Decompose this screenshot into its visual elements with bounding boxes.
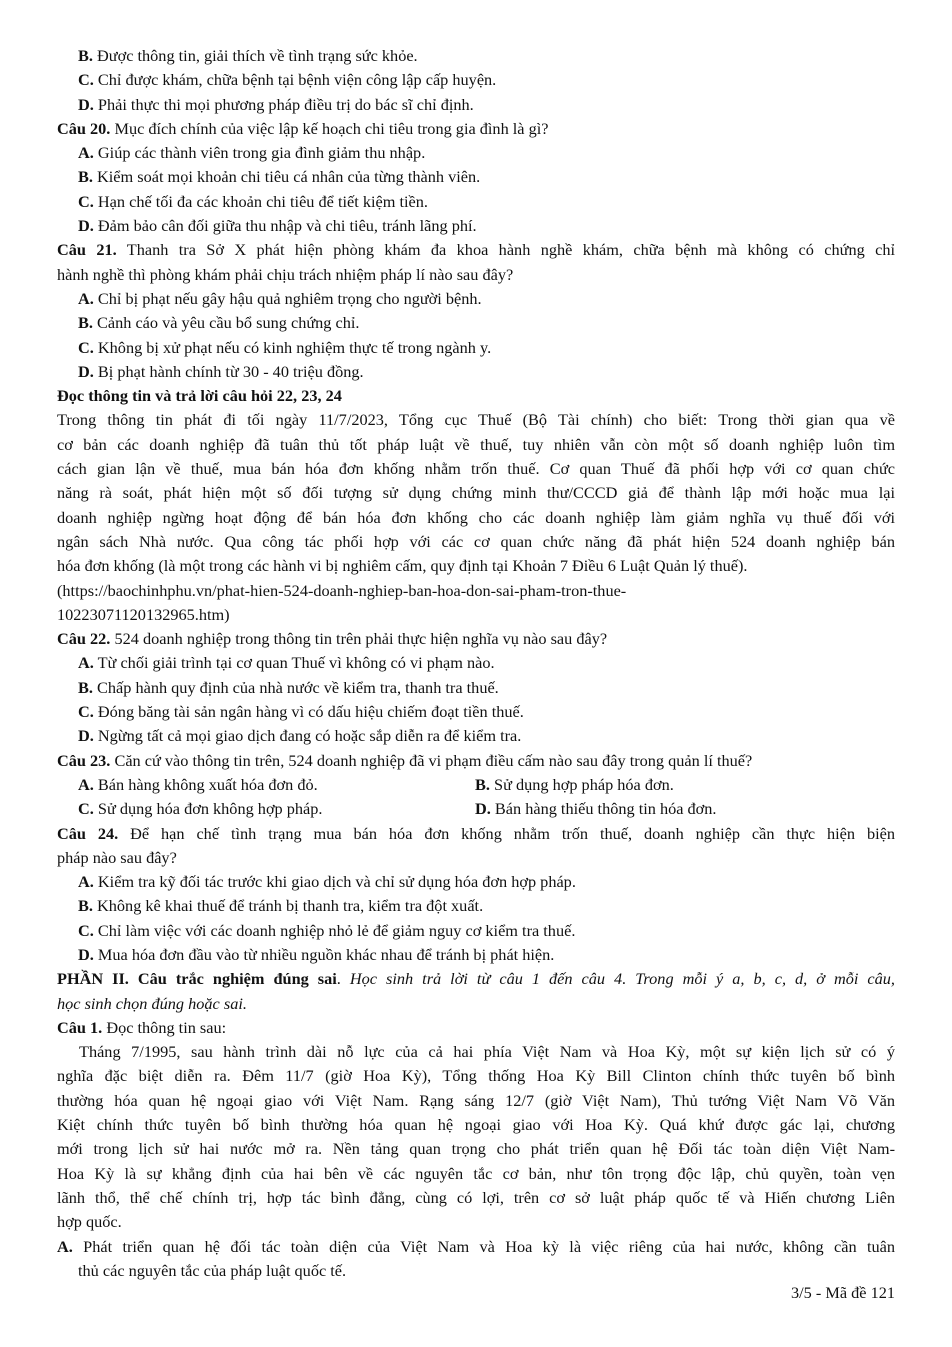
- q22-option-a: A. Từ chối giải trình tại cơ quan Thuế vì không có vi phạm nào.: [78, 653, 495, 673]
- p2-q1-passage-line: hợp quốc.: [57, 1212, 122, 1232]
- page-footer: 3/5 - Mã đề 121: [791, 1283, 895, 1302]
- passage-line: doanh nghiệp ngừng hoạt động để bán hóa đơn khống cho các doanh nghiệp làm giảm nghĩa vụ thuế đối với: [57, 507, 895, 527]
- q24-option-b: B. Không kê khai thuế để tránh bị thanh tra, kiểm tra đột xuất.: [78, 896, 484, 916]
- q19-option-c: C. Chỉ được khám, chữa bệnh tại bệnh viện công lập cấp huyện.: [78, 70, 497, 90]
- q23-option-d: D. Bán hàng thiếu thông tin hóa đơn.: [475, 799, 717, 819]
- q21-stem-line1: Câu 21. Thanh tra Sở X phát hiện phòng khám đa khoa hành nghề khám, chữa bệnh mà không có chứng chỉ: [57, 240, 895, 260]
- q24-option-a: A. Kiểm tra kỹ đối tác trước khi giao dịch và chỉ sử dụng hóa đơn hợp pháp.: [78, 872, 576, 892]
- q22-option-d: D. Ngừng tất cả mọi giao dịch đang có hoặc sắp diễn ra để kiểm tra.: [78, 726, 522, 746]
- p2-q1-passage-line: Tháng 7/1995, sau hành trình dài nỗ lực của cả hai phía Việt Nam và Hoa Kỳ, một sự kiện lịch sử có ý: [79, 1042, 895, 1062]
- p2-q1-passage-line: thường hóa quan hệ ngoại giao với Việt Nam. Rạng sáng 12/7 (giờ Việt Nam), Thủ tướng Việt Nam Võ Văn: [57, 1090, 895, 1110]
- part2-heading: PHẦN II. Câu trắc nghiệm đúng sai. Học sinh trả lời từ câu 1 đến câu 4. Trong mỗi ý a, b, c, d, ở mỗi câu,: [57, 969, 895, 989]
- q23-stem: Câu 23. Căn cứ vào thông tin trên, 524 doanh nghiệp đã vi phạm điều cấm nào sau đây trong quản lí thuế?: [57, 750, 753, 770]
- q22-option-c: C. Đóng băng tài sản ngân hàng vì có dấu hiệu chiếm đoạt tiền thuế.: [78, 702, 524, 722]
- q23-options-row1: [57, 773, 895, 797]
- source-link-line1: (https://baochinhphu.vn/phat-hien-524-doanh-nghiep-ban-hoa-don-sai-pham-tron-thue-: [57, 580, 627, 600]
- q23-option-c: C. Sử dụng hóa đơn không hợp pháp.: [78, 799, 323, 819]
- q24-option-d: D. Mua hóa đơn đầu vào từ nhiều nguồn khác nhau để tránh bị phát hiện.: [78, 944, 555, 964]
- p2-q1-stem: Câu 1. Đọc thông tin sau:: [57, 1017, 227, 1037]
- exam-page: [57, 44, 895, 1283]
- q21-option-a: A. Chỉ bị phạt nếu gây hậu quả nghiêm trọng cho người bệnh.: [78, 288, 482, 308]
- q24-option-c: C. Chỉ làm việc với các doanh nghiệp nhỏ lẻ để giảm nguy cơ kiểm tra thuế.: [78, 920, 576, 940]
- source-link-line2: 10223071120132965.htm): [57, 604, 230, 624]
- q21-option-c: C. Không bị xử phạt nếu có kinh nghiệm thực tế trong ngành y.: [78, 337, 492, 357]
- q19-option-d: D. Phải thực thi mọi phương pháp điều trị do bác sĩ chỉ định.: [78, 94, 474, 114]
- q21-option-b: B. Cảnh cáo và yêu cầu bổ sung chứng chỉ.: [78, 313, 360, 333]
- p2-q1-passage-line: nghĩa đặc biệt diễn ra. Đêm 11/7 (giờ Hoa Kỳ), Tổng thống Hoa Kỳ Bill Clinton chính thức tuyên bố bình: [57, 1066, 895, 1086]
- q20-option-d: D. Đảm bảo cân đối giữa thu nhập và chi tiêu, tránh lãng phí.: [78, 216, 477, 236]
- p2-q1-statement-a: A. Phát triển quan hệ đối tác toàn diện của Việt Nam và Hoa kỳ là việc riêng của hai nước, không cần tuân: [57, 1236, 895, 1256]
- q23-option-b: B. Sử dụng hợp pháp hóa đơn.: [475, 774, 674, 794]
- q20-option-b: B. Kiểm soát mọi khoản chi tiêu cá nhân của từng thành viên.: [78, 167, 481, 187]
- q22-stem: Câu 22. 524 doanh nghiệp trong thông tin trên phải thực hiện nghĩa vụ nào sau đây?: [57, 629, 608, 649]
- q21-stem-line2: hành nghề thì phòng khám phải chịu trách nhiệm pháp lí nào sau đây?: [57, 264, 514, 284]
- p2-q1-passage-line: Kiệt chính thức tuyên bố bình thường hóa quan hệ ngoại giao với Hoa Kỳ. Quá khứ được gác lại, chương: [57, 1115, 895, 1135]
- p2-q1-statement-a-cont: thủ các nguyên tắc của pháp luật quốc tế.: [78, 1260, 347, 1280]
- q24-stem-line2: pháp nào sau đây?: [57, 847, 177, 867]
- q20-option-c: C. Hạn chế tối đa các khoản chi tiêu để tiết kiệm tiền.: [78, 191, 428, 211]
- passage-line: cơ bản các doanh nghiệp đã tuân thủ tốt pháp luật về thuế, tuy nhiên vẫn còn một số doanh nghiệp luôn tìm: [57, 434, 895, 454]
- q24-stem-line1: Câu 24. Để hạn chế tình trạng mua bán hóa đơn khống nhằm trốn thuế, doanh nghiệp cần thực hiện biện: [57, 823, 895, 843]
- passage-line: Trong thông tin phát đi tối ngày 11/7/2023, Tổng cục Thuế (Bộ Tài chính) cho biết: Trong thời gian qua về: [57, 410, 895, 430]
- q20-option-a: A. Giúp các thành viên trong gia đình giảm thu nhập.: [78, 143, 426, 163]
- passage-line: hóa đơn khống (là một trong các hành vi bị nghiêm cấm, quy định tại Khoản 7 Điều 6 Luật Quản lý thuế).: [57, 556, 748, 576]
- q19-option-b: B. Được thông tin, giải thích về tình trạng sức khỏe.: [78, 46, 418, 65]
- p2-q1-passage-line: mới trong lịch sử hai nước mở ra. Nền tảng quan trọng cho phát triển quan hệ Đối tác toàn diện Việt Nam-: [57, 1139, 895, 1159]
- p2-q1-passage-line: Hoa Kỳ là sự khẳng định của hai bên về các nguyên tắc cơ bản, như tôn trọng độc lập, chủ quyền, toàn vẹn: [57, 1163, 895, 1183]
- passage-line: ngân sách Nhà nước. Qua công tác phối hợp với các cơ quan chức năng đã phát hiện 524 doanh nghiệp bán: [57, 531, 895, 551]
- passage-line: năng rà soát, phát hiện một số đối tượng sử dụng chứng minh thư/CCCD giả để thành lập mới hoặc mua lại: [57, 483, 895, 503]
- q20-stem: Câu 20. Mục đích chính của việc lập kế hoạch chi tiêu trong gia đình là gì?: [57, 118, 549, 138]
- passage-line: cách gian lận về thuế, mua bán hóa đơn khống nhằm trốn thuế. Cơ quan Thuế đã phối hợp với cơ quan chức: [57, 459, 895, 479]
- q22-option-b: B. Chấp hành quy định của nhà nước về kiểm tra, thanh tra thuế.: [78, 677, 499, 697]
- p2-q1-passage-line: lãnh thổ, thể chế chính trị, hợp tác bình đẳng, cùng có lợi, trên cơ sở luật pháp quốc tế và Hiến chương Liên: [57, 1187, 895, 1207]
- q23-option-a: A. Bán hàng không xuất hóa đơn đỏ.: [78, 774, 318, 794]
- q23-options-row2: [57, 797, 895, 821]
- reading-header: Đọc thông tin và trả lời câu hỏi 22, 23, 24: [57, 386, 342, 406]
- part2-instruction-line2: học sinh chọn đúng hoặc sai.: [57, 993, 247, 1013]
- q21-option-d: D. Bị phạt hành chính từ 30 - 40 triệu đồng.: [78, 361, 364, 381]
